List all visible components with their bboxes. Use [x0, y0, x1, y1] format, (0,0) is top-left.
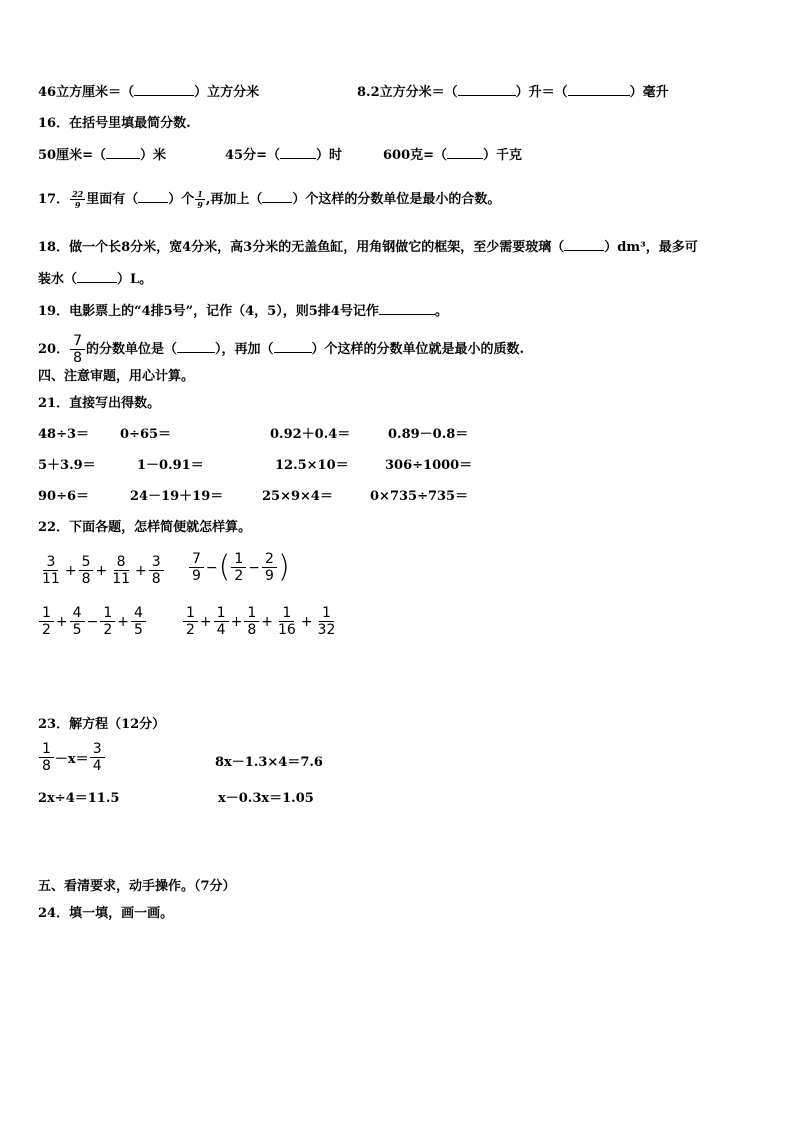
right-paren: )	[277, 549, 290, 585]
fraction: $\frac{3}{11}$	[42, 554, 60, 587]
calc-item: 0×735÷735＝	[370, 489, 469, 504]
question-16-title: 16．在括号里填最简分数.	[38, 116, 191, 131]
fraction: $\frac{1}{2}$	[39, 606, 54, 637]
answer-blank[interactable]	[447, 146, 483, 159]
fraction: $\frac{2}{9}$	[262, 552, 277, 583]
answer-blank[interactable]	[568, 83, 630, 96]
fraction: $\frac{1}{16}$	[277, 605, 296, 638]
question-17: 17． $\frac{22}{9}$ 里面有（ ）个 $\frac{1}{9}$ ,再加上（ ）个这样的分数单位是最小的合数。	[38, 189, 501, 210]
equation-23-2: 8x－1.3×4＝7.6	[215, 755, 323, 770]
fraction: $\frac{5}{8}$	[79, 555, 94, 586]
question-20: 20． $\frac{7}{8}$ 的分数单位是（ ），再加（ ）个这样的分数单位就是最小的质数.	[38, 333, 525, 366]
answer-blank[interactable]	[77, 270, 117, 283]
fraction: $\frac{1}{4}$	[214, 606, 229, 637]
calc-item: 0.89－0.8＝	[388, 427, 469, 442]
fill-blank-line-volume: 46立方厘米＝（ ）立方分米	[38, 85, 260, 100]
fraction-22-9: $\frac{22}{9}$	[72, 189, 84, 210]
answer-blank[interactable]	[564, 238, 604, 251]
equation-23-1: $\frac{1}{8}$ －x＝ $\frac{3}{4}$	[38, 742, 106, 773]
q16-item-a: 50厘米=（ ）米	[38, 148, 166, 163]
q16-item-b: 45分=（ ）时	[225, 148, 342, 163]
answer-blank[interactable]	[106, 146, 140, 159]
fill-blank-line-liters: 8.2立方分米＝（ ）升＝（ ）毫升	[357, 85, 669, 100]
fraction: $\frac{3}{8}$	[149, 555, 164, 586]
question-19: 19．电影票上的“4排5号”，记作（4，5），则5排4号记作 。	[38, 304, 448, 319]
answer-blank[interactable]	[280, 146, 316, 159]
fraction: $\frac{8}{11}$	[112, 554, 131, 587]
calc-item: 12.5×10＝	[275, 458, 349, 473]
question-24-title: 24．填一填，画一画。	[38, 906, 174, 921]
answer-blank[interactable]	[138, 190, 168, 203]
answer-blank[interactable]	[262, 190, 292, 203]
fraction: $\frac{1}{2}$	[100, 606, 115, 637]
fraction: $\frac{1}{8}$	[39, 742, 54, 773]
calc-item: 1－0.91＝	[137, 458, 204, 473]
equation-23-4: x－0.3x＝1.05	[218, 791, 314, 806]
equation-23-3: 2x÷4＝11.5	[38, 791, 120, 806]
calc-item: 0.92＋0.4＝	[270, 427, 351, 442]
fraction: $\frac{4}{5}$	[131, 606, 146, 637]
answer-blank[interactable]	[458, 83, 516, 96]
question-18-line2: 装水（ ）L。	[38, 272, 153, 287]
calc-item: 306÷1000＝	[385, 458, 473, 473]
expression-22-3: $\frac{1}{2}$ + $\frac{4}{5}$ − $\frac{1}{2}$ + $\frac{4}{5}$	[38, 606, 147, 637]
fraction: $\frac{1}{2}$	[231, 552, 246, 583]
calc-item: 48÷3＝	[38, 427, 90, 442]
fraction: $\frac{1}{8}$	[244, 606, 259, 637]
expression-22-1: $\frac{3}{11}$ + $\frac{5}{8}$ + $\frac{8}{11}$ + $\frac{3}{8}$	[38, 555, 165, 586]
calc-item: 25×9×4＝	[262, 489, 333, 504]
calc-item: 5＋3.9＝	[38, 458, 96, 473]
fraction-1-9: $\frac{1}{9}$	[197, 189, 203, 210]
expression-22-2: $\frac{7}{9}$ −( $\frac{1}{2}$ − $\frac{2}{9}$ )	[188, 552, 290, 583]
section-4-title: 四、注意审题，用心计算。	[38, 369, 195, 384]
answer-blank[interactable]	[134, 83, 194, 96]
calc-item: 0÷65＝	[120, 427, 172, 442]
section-5-title: 五、看清要求，动手操作。（7分）	[38, 879, 236, 894]
expression-22-4: $\frac{1}{2}$ + $\frac{1}{4}$ + $\frac{1}{8}$ + $\frac{1}{16}$ + $\frac{1}{32}$	[182, 606, 339, 637]
answer-blank[interactable]	[274, 340, 312, 353]
calc-item: 24－19＋19＝	[130, 489, 224, 504]
question-22-title: 22．下面各题，怎样简便就怎样算。	[38, 520, 252, 535]
fraction: $\frac{1}{2}$	[183, 606, 198, 637]
question-18-line1: 18．做一个长8分米，宽4分米，高3分米的无盖鱼缸，用角钢做它的框架，至少需要玻璃（ ）dm³，最多可	[38, 240, 698, 255]
fraction: $\frac{4}{5}$	[70, 606, 85, 637]
question-23-title: 23．解方程（12分）	[38, 717, 166, 732]
q16-item-c: 600克=（ ）千克	[383, 148, 523, 163]
fraction: $\frac{1}{32}$	[317, 605, 336, 638]
answer-blank[interactable]	[379, 302, 435, 315]
fraction: $\frac{3}{4}$	[90, 742, 105, 773]
answer-blank[interactable]	[177, 340, 215, 353]
fraction-7-8: $\frac{7}{8}$	[70, 334, 85, 365]
fraction: $\frac{7}{9}$	[189, 552, 204, 583]
calc-item: 90÷6＝	[38, 489, 90, 504]
question-21-title: 21．直接写出得数。	[38, 396, 161, 411]
left-paren: (	[218, 549, 231, 585]
